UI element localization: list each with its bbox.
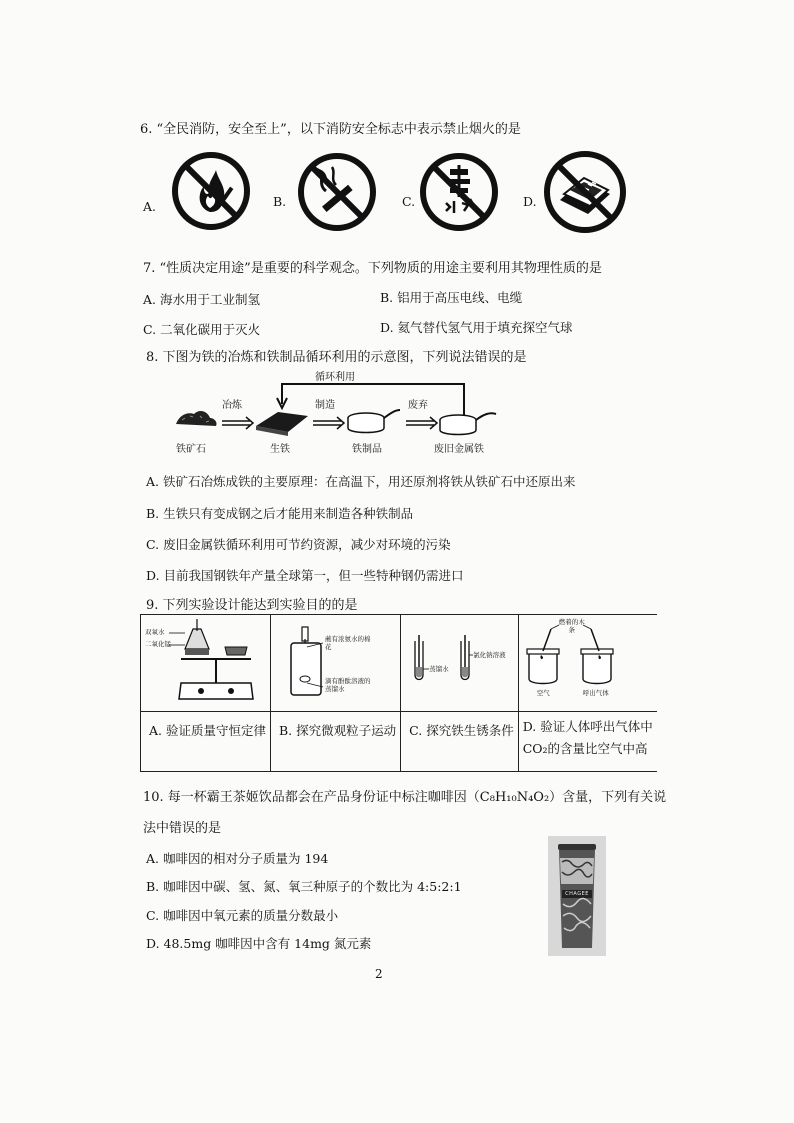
label-distilled-water: 蒸馏水 (429, 665, 449, 673)
arrow-label-manufacture: 制造 (315, 400, 335, 411)
q10-option-c: C. 咖啡因中氧元素的质量分数最小 (146, 908, 339, 923)
iron-cycle-diagram (170, 372, 500, 461)
cup-brand-text: CHAGEE (565, 891, 589, 897)
q7-option-d: D. 氦气替代氢气用于填充探空气球 (380, 320, 573, 335)
item-iron-products: 铁制品 (352, 444, 382, 455)
q8-option-a: A. 铁矿石冶炼成铁的主要原理：在高温下，用还原剂将铁从铁矿石中还原出来 (146, 474, 576, 489)
no-smoking-sign-icon (296, 151, 378, 233)
q6-stem: 6. “全民消防，安全至上”，以下消防安全标志中表示禁止烟火的是 (140, 122, 521, 137)
arrow-label-discard: 废弃 (408, 400, 428, 411)
q6-option-d-label: D. (523, 194, 537, 209)
tea-cup-photo (548, 836, 606, 956)
item-iron-ore: 铁矿石 (176, 444, 206, 455)
cell-d-caption (518, 712, 657, 772)
q6-option-b-label: B. (273, 194, 287, 209)
label-burning-splint: 燃着的木条 (558, 618, 585, 634)
q9-option-a: A. 验证质量守恒定律 (149, 723, 266, 738)
q10-stem-line1: 10. 每一杯霸王茶姬饮品都会在产品身份证中标注咖啡因（C₈H₁₀N₄O₂）含量，下列有关说 (143, 790, 667, 805)
cell-b-caption (270, 712, 400, 772)
cell-d-figure (518, 615, 657, 712)
item-pig-iron: 生铁 (270, 444, 290, 455)
q7-option-c: C. 二氧化碳用于灭火 (143, 322, 261, 337)
q10-stem-line2: 法中错误的是 (143, 821, 222, 836)
label-phenolphthalein-water: 滴有酚酞溶液的蒸馏水 (324, 677, 371, 693)
q6-option-a-label: A. (143, 199, 157, 214)
q9-stem: 9. 下列实验设计能达到实验目的的是 (146, 598, 358, 613)
q9-option-d-line2: CO₂的含量比空气中高 (522, 741, 648, 756)
q8-option-b: B. 生铁只有变成钢之后才能用来制造各种铁制品 (146, 506, 414, 521)
label-hydrogen-peroxide: 双氧水 (145, 628, 165, 636)
label-air: 空气 (536, 689, 550, 697)
arrow-label-smelt: 冶炼 (222, 400, 242, 411)
cell-a-caption (141, 712, 271, 772)
q7-stem: 7. “性质决定用途”是重要的科学观念。下列物质的用途主要利用其物理性质的是 (143, 261, 602, 276)
q7-option-b: B. 铝用于高压电线、电缆 (380, 290, 523, 305)
cell-c-figure (401, 615, 519, 712)
item-scrap-iron: 废旧金属铁 (434, 444, 484, 455)
q8-option-d: D. 目前我国钢铁年产量全球第一，但一些特种钢仍需进口 (146, 568, 464, 583)
q9-option-b: B. 探究微观粒子运动 (278, 723, 397, 738)
q6-option-c-label: C. (402, 194, 416, 209)
label-ammonia-cotton: 蘸有浓氨水的棉花 (324, 635, 371, 651)
label-exhaled-gas: 呼出气体 (582, 689, 609, 697)
q9-option-d-line1: D. 验证人体呼出气体中 (522, 719, 653, 734)
cell-b-figure (270, 615, 400, 712)
no-fireworks-sign-icon (418, 151, 500, 233)
cell-c-caption (401, 712, 519, 772)
label-salt-solution: 氯化钠溶液 (473, 651, 506, 659)
page-number: 2 (375, 967, 383, 981)
cell-a-figure (141, 615, 271, 712)
q9-option-c: C. 探究铁生锈条件 (409, 723, 514, 738)
q10-option-d: D. 48.5mg 咖啡因中含有 14mg 氮元素 (146, 936, 372, 951)
q10-option-b: B. 咖啡因中碳、氢、氮、氧三种原子的个数比为 4:5:2:1 (146, 879, 462, 894)
q8-option-c: C. 废旧金属铁循环利用可节约资源，减少对环境的污染 (146, 537, 451, 552)
no-matches-sign-icon (540, 148, 630, 236)
label-manganese-dioxide: 二氧化锰 (145, 640, 171, 648)
q10-option-a: A. 咖啡因的相对分子质量为 194 (146, 851, 329, 866)
recycle-label: 循环利用 (315, 372, 355, 383)
no-open-flame-sign-icon (170, 150, 252, 232)
q7-option-a: A. 海水用于工业制氢 (143, 292, 260, 307)
q8-stem: 8. 下图为铁的冶炼和铁制品循环利用的示意图，下列说法错误的是 (146, 350, 527, 365)
q9-experiment-table (140, 614, 657, 772)
